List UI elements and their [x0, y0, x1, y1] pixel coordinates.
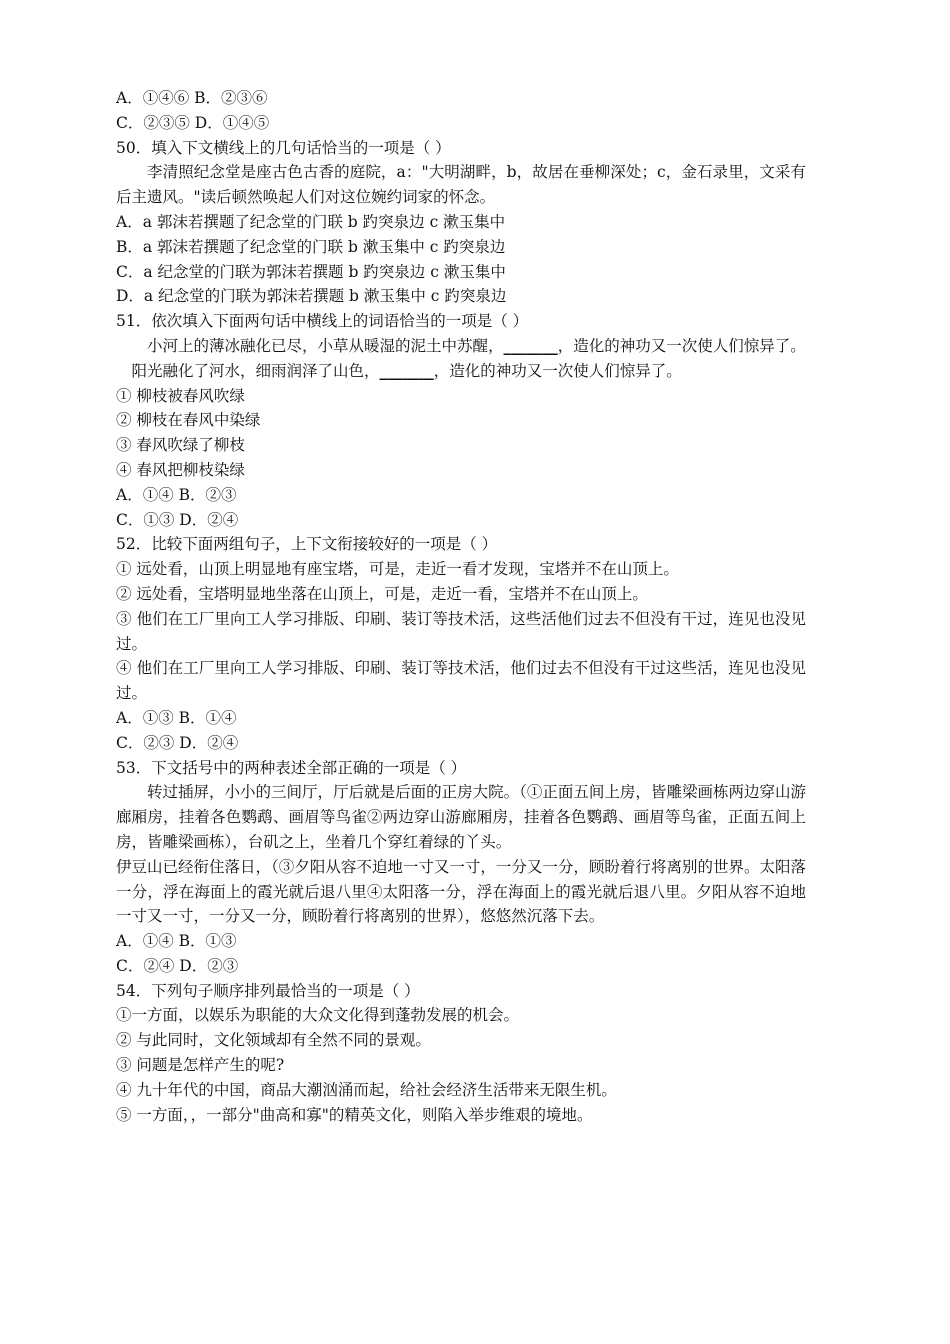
question-50-option-a: A．a 郭沫若撰题了纪念堂的门联 b 趵突泉边 c 漱玉集中 [116, 212, 506, 231]
passage-text: ，造化的神功又一次使人们惊异了。 [433, 361, 682, 380]
option-line: A．①④⑥ B．②③⑥ [116, 89, 268, 107]
question-52-item: ④ 他们在工厂里向工人学习排版、印刷、装订等技术活，他们过去不但没有干过这些活，连见也没见过。 [116, 659, 806, 703]
question-51-item: ② 柳枝在春风中染绿 [116, 411, 261, 430]
question-53-stem: 53．下文括号中的两种表述全部正确的一项是（ ） [116, 758, 467, 777]
blank-line: _______ [379, 360, 434, 380]
blank-line: _______ [503, 335, 558, 355]
option-line: C．②③⑤ D．①④⑤ [116, 113, 270, 132]
question-50-option-b: B．a 郭沫若撰题了纪念堂的门联 b 漱玉集中 c 趵突泉边 [116, 237, 506, 256]
question-54-item: ② 与此同时，文化领域却有全然不同的景观。 [116, 1031, 431, 1050]
question-51-options: C．①③ D．②④ [116, 510, 239, 529]
question-53-passage-2: 伊豆山已经衔住落日，（③夕阳从容不迫地一寸又一寸，一分又一分，顾盼着行将离别的世界。太阳落一分，浮在海面上的霞光就后退八里④太阳落一分，浮在海面上的霞光就后退八里。夕阳从容不迫地一寸又一寸，一分又一分，顾盼着行将离别的世界），悠悠然沉落下去。 [116, 857, 806, 926]
question-54-item: ④ 九十年代的中国，商品大潮汹涌而起，给社会经济生活带来无限生机。 [116, 1080, 617, 1099]
question-51-options: A．①④ B．②③ [116, 485, 237, 504]
passage-text: ，造化的神功又一次使人们惊异了。 [557, 336, 806, 355]
question-52-stem: 52．比较下面两组句子，上下文衔接较好的一项是（ ） [116, 535, 498, 554]
passage-text: 小河上的薄冰融化已尽，小草从暖湿的泥土中苏醒， [147, 336, 504, 355]
question-50-stem: 50．填入下文横线上的几句话恰当的一项是（ ） [116, 138, 451, 157]
question-50-passage: 李清照纪念堂是座古色古香的庭院，a："大明湖畔，b，故居在垂柳深处；c，金石录里，文采有后主遗风。"读后顿然唤起人们对这位婉约词家的怀念。 [116, 163, 806, 207]
question-53-options: C．②④ D．②③ [116, 956, 239, 975]
question-52-item: ① 远处看，山顶上明显地有座宝塔，可是，走近一看才发现，宝塔并不在山顶上。 [116, 560, 679, 579]
document-page [116, 86, 806, 1127]
question-54-stem: 54．下列句子顺序排列最恰当的一项是（ ） [116, 981, 420, 1000]
question-50-option-d: D．a 纪念堂的门联为郭沫若撰题 b 漱玉集中 c 趵突泉边 [116, 287, 507, 306]
question-52-item: ③ 他们在工厂里向工人学习排版、印刷、装订等技术活，这些活他们过去不但没有干过，连见也没见过。 [116, 609, 806, 653]
question-51-item: ④ 春风把柳枝染绿 [116, 460, 245, 479]
question-51-item: ① 柳枝被春风吹绿 [116, 386, 245, 405]
question-51-stem: 51．依次填入下面两句话中横线上的词语恰当的一项是（ ） [116, 312, 529, 331]
question-52-item: ② 远处看，宝塔明显地坐落在山顶上，可是，走近一看，宝塔并不在山顶上。 [116, 584, 648, 603]
question-54-item: ③ 问题是怎样产生的呢? [116, 1056, 285, 1075]
passage-text: 阳光融化了河水，细雨润泽了山色， [131, 361, 380, 380]
question-51-passage-2 [116, 359, 806, 384]
question-51-item: ③ 春风吹绿了柳枝 [116, 436, 245, 455]
question-50-option-c: C．a 纪念堂的门联为郭沫若撰题 b 趵突泉边 c 漱玉集中 [116, 262, 506, 281]
question-53-passage-1: 转过插屏，小小的三间厅，厅后就是后面的正房大院。（①正面五间上房，皆雕梁画栋两边穿山游廊厢房，挂着各色鹦鹉、画眉等鸟雀②两边穿山游廊厢房，挂着各色鹦鹉、画眉等鸟雀，正面五间上房，皆雕梁画栋），台矶之上，坐着几个穿红着绿的丫头。 [116, 783, 806, 851]
question-54-item: ①一方面，以娱乐为职能的大众文化得到蓬勃发展的机会。 [116, 1006, 520, 1025]
question-51-passage-1 [116, 334, 806, 359]
question-52-options: C．②③ D．②④ [116, 733, 239, 752]
question-52-options: A．①③ B．①④ [116, 708, 237, 727]
question-54-item: ⑤ 一方面，，一部分"曲高和寡"的精英文化，则陷入举步维艰的境地。 [116, 1105, 593, 1124]
question-53-options: A．①④ B．①③ [116, 932, 237, 951]
